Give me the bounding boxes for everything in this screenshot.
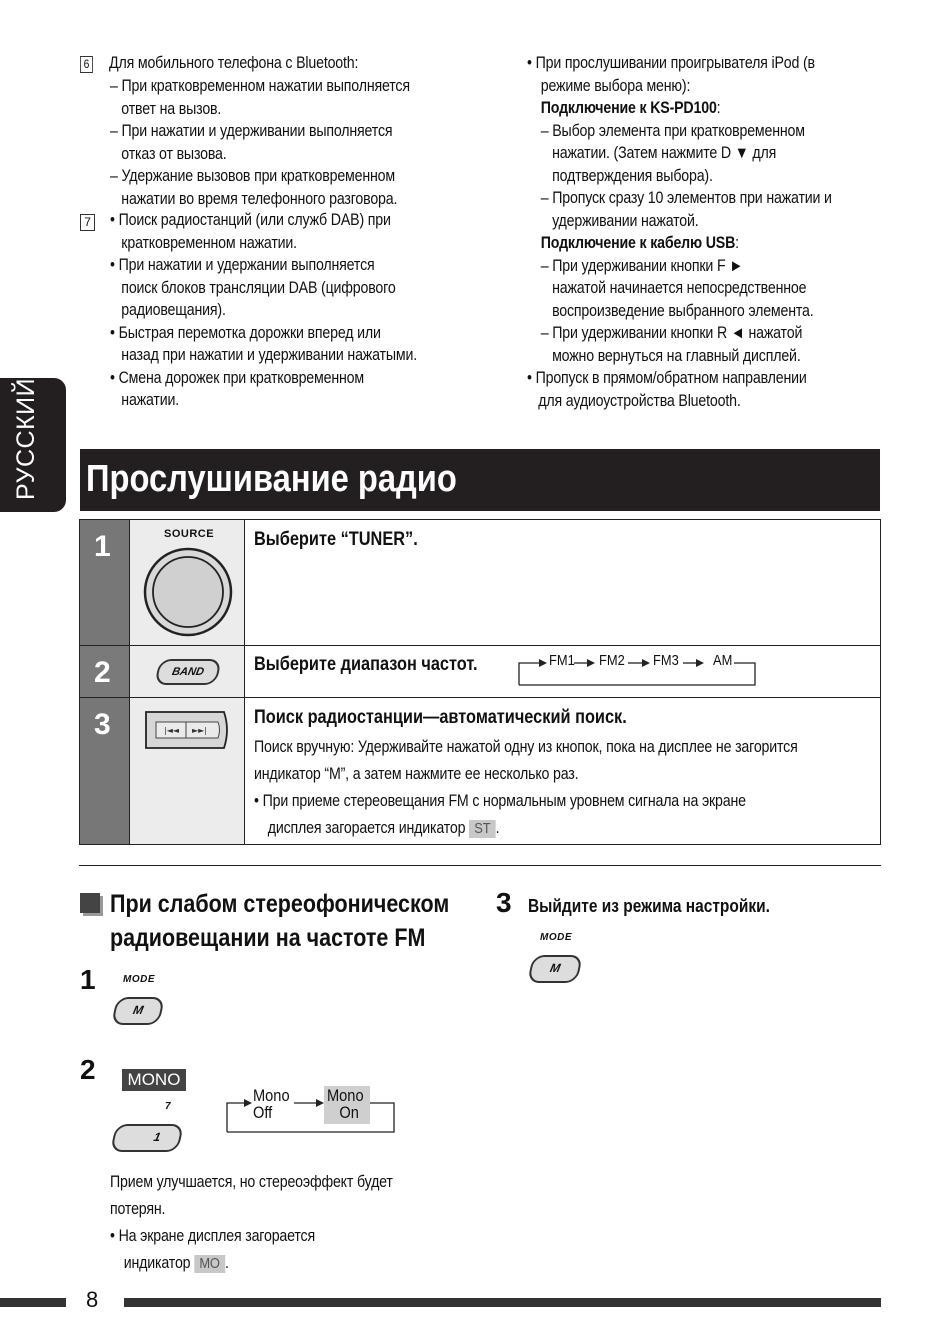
weak-step-2-number: 2 xyxy=(80,1054,96,1085)
exit-step-number: 3 xyxy=(496,887,512,918)
usb-line: – При удерживании кнопки R ◄ нажатой xyxy=(540,324,803,342)
source-knob-illustration xyxy=(130,520,245,646)
mono-off-label xyxy=(253,1087,296,1121)
seek-buttons-icon xyxy=(142,706,234,754)
band-option: FM3 xyxy=(653,652,679,669)
step-row-3 xyxy=(80,698,881,845)
item-7-line: радиовещания). xyxy=(110,301,226,319)
item-6-line: – При кратковременном нажатии выполняется xyxy=(110,77,410,95)
steps-table xyxy=(79,519,881,845)
weak-step-1-number: 1 xyxy=(80,964,96,995)
kspd-heading: Подключение к KS-PD100 xyxy=(540,99,717,117)
item-6-line: ответ на вызов. xyxy=(110,99,222,118)
svg-text:|◄◄: |◄◄ xyxy=(164,726,179,735)
section-title-bar xyxy=(80,449,880,511)
stereo-note-end: . xyxy=(495,819,500,837)
item-7-line: • Поиск радиостанций (или служб DAB) при xyxy=(110,211,391,229)
item-6-line: – Удержание вызовов при кратковременном xyxy=(110,167,395,185)
svg-text:►►|: ►►| xyxy=(192,726,207,735)
section-title: Прослушивание радио xyxy=(86,458,457,500)
kspd-line: удерживании нажатой. xyxy=(540,211,699,230)
kspd-line: – Пропуск сразу 10 элементов при нажатии и xyxy=(540,189,832,207)
manual-search-line: Поиск вручную: Удерживайте нажатой одну из кнопок, пока на дисплее не загорится xyxy=(254,738,798,756)
band-button-label: BAND xyxy=(170,666,206,678)
kspd-line: нажатии. (Затем нажмите D ▼ для xyxy=(540,144,777,162)
section-marker-icon xyxy=(80,893,100,913)
mono-off-line: Off xyxy=(253,1103,273,1122)
stereo-note-line: • При приеме стереовещания FM с нормальным уровнем сигнала на экране xyxy=(254,792,746,810)
item-7 xyxy=(80,210,95,233)
kspd-line: – Выбор элемента при кратковременном xyxy=(540,121,805,140)
item-6-lines xyxy=(110,75,459,210)
ipod-notes: • При прослушивании проигрывателя iPod (в режиме выбора меню): Подключение к KS-PD100: – Выбор элемента при кратковременном нажатии. (Затем нажмите D ▼ для подтверждения выбора). – Пропуск сразу 10 элементов при нажатии и удерживании нажатой. Подключение к кабелю USB: – При удерживании кнопки F ► нажатой начинается непосредственное воспроизведение выбранного элемента. – При удерживании кнопки R ◄ нажатой можно вернуться на главный дисплей. • Пропуск в прямом/обратном направлении для аудиоустройства Bluetooth. xyxy=(527,52,881,412)
preset-1-button-label: 1 xyxy=(152,1130,163,1144)
weak-fm-heading xyxy=(110,887,504,955)
usb-line: нажатой начинается непосредственное xyxy=(540,279,807,297)
item-6-line: отказ от вызова. xyxy=(110,144,227,163)
result-line: потерян. xyxy=(110,1200,166,1218)
st-indicator: ST xyxy=(469,820,495,838)
weak-fm-heading-line: радиовещании на частоте FM xyxy=(110,924,426,952)
step-number: 2 xyxy=(80,646,130,698)
mono-on-line: Mono xyxy=(327,1086,364,1105)
step-content xyxy=(245,698,881,845)
bt-line: • Пропуск в прямом/обратном направлении xyxy=(527,369,807,387)
result-line: Прием улучшается, но стереоэффект будет xyxy=(110,1173,393,1191)
mono-on-line: On xyxy=(339,1103,359,1122)
kspd-line: подтверждения выбора). xyxy=(540,166,713,185)
source-knob-icon xyxy=(142,546,234,638)
step-title: Поиск радиостанции—автоматический поиск. xyxy=(254,707,627,728)
mo-note-end: . xyxy=(224,1254,229,1272)
item-6-number: 6 xyxy=(80,56,93,73)
language-tab xyxy=(0,378,66,512)
manual-search-text xyxy=(254,734,886,842)
step-number: 1 xyxy=(80,520,130,646)
mo-note-line: • На экране дисплея загорается xyxy=(110,1227,316,1245)
exit-mode-m-button-label: M xyxy=(548,961,562,975)
preset-1-button[interactable] xyxy=(110,1124,184,1152)
item-6-line: нажатии во время телефонного разговора. xyxy=(110,189,398,208)
page-number: 8 xyxy=(86,1287,99,1312)
mode-m-button-label: M xyxy=(131,1003,145,1017)
usb-line: воспроизведение выбранного элемента. xyxy=(540,301,814,320)
item-7-line: назад при нажатии и удерживании нажатыми. xyxy=(110,346,417,364)
item-7-line: • Смена дорожек при кратковременном xyxy=(110,368,364,387)
band-button[interactable] xyxy=(154,659,222,685)
mo-note-line: индикатор xyxy=(123,1254,191,1272)
item-7-line: кратковременном нажатии. xyxy=(110,233,297,252)
step-row-2 xyxy=(80,646,881,698)
mono-toggle-diagram xyxy=(224,1085,398,1135)
step-title: Выберите диапазон частот. xyxy=(254,654,478,675)
section-divider xyxy=(79,865,881,866)
source-label: SOURCE xyxy=(164,528,215,540)
item-7-line: • Быстрая перемотка дорожки вперед или xyxy=(110,323,381,342)
manual-search-line: индикатор “M”, а затем нажмите ее несколько раз. xyxy=(254,765,579,783)
mode-m-button[interactable] xyxy=(111,997,165,1025)
weak-fm-heading-line: При слабом стереофоническом xyxy=(110,890,450,918)
weak-result-text xyxy=(110,1169,439,1277)
mono-off-line: Mono xyxy=(253,1086,290,1105)
item-7-line: нажатии. xyxy=(110,391,180,409)
footer-bar-right xyxy=(124,1298,881,1307)
item-7-number: 7 xyxy=(80,214,95,231)
stereo-note-line: дисплея загорается индикатор xyxy=(267,819,466,837)
exit-mode-label: MODE xyxy=(540,932,572,943)
seek-button-illustration xyxy=(130,698,245,845)
step-title: Выберите “TUNER”. xyxy=(254,529,418,550)
step-row-1 xyxy=(80,520,881,646)
exit-step-text: Выйдите из режима настройки. xyxy=(528,896,770,916)
item-7-lines xyxy=(110,209,467,412)
item-7-line: • При нажатии и удержании выполняется xyxy=(110,256,375,274)
mo-indicator: MO xyxy=(194,1255,225,1273)
usb-heading: Подключение к кабелю USB xyxy=(540,234,736,252)
language-tab-label: РУССКИЙ xyxy=(12,377,40,500)
item-7-line: поиск блоков трансляции DAB (цифрового xyxy=(110,278,396,297)
band-option: FM2 xyxy=(599,652,625,669)
step-content xyxy=(245,520,881,646)
item-6 xyxy=(80,52,480,75)
ipod-intro: • При прослушивании проигрывателя iPod (в xyxy=(527,54,815,72)
usb-line: можно вернуться на главный дисплей. xyxy=(540,346,801,365)
item-6-title: Для мобильного телефона с Bluetooth: xyxy=(109,54,359,72)
step-number: 3 xyxy=(80,698,130,845)
preset-key-number: 7 xyxy=(165,1101,172,1112)
mode-label: MODE xyxy=(123,974,155,985)
band-button-illustration xyxy=(130,646,245,698)
band-option: FM1 xyxy=(549,652,575,669)
ipod-intro-2: режиме выбора меню): xyxy=(540,76,691,95)
mono-indicator: MONO xyxy=(122,1069,186,1091)
bt-line: для аудиоустройства Bluetooth. xyxy=(527,391,741,410)
band-option: AM xyxy=(713,652,733,669)
step-content xyxy=(245,646,881,698)
usb-line: – При удерживании кнопки F ► xyxy=(540,256,744,275)
mono-on-label xyxy=(327,1087,370,1121)
exit-mode-m-button[interactable] xyxy=(527,955,583,983)
band-list xyxy=(515,652,760,672)
item-6-line: – При нажатии и удерживании выполняется xyxy=(110,122,393,140)
footer-bar-left xyxy=(0,1298,66,1307)
